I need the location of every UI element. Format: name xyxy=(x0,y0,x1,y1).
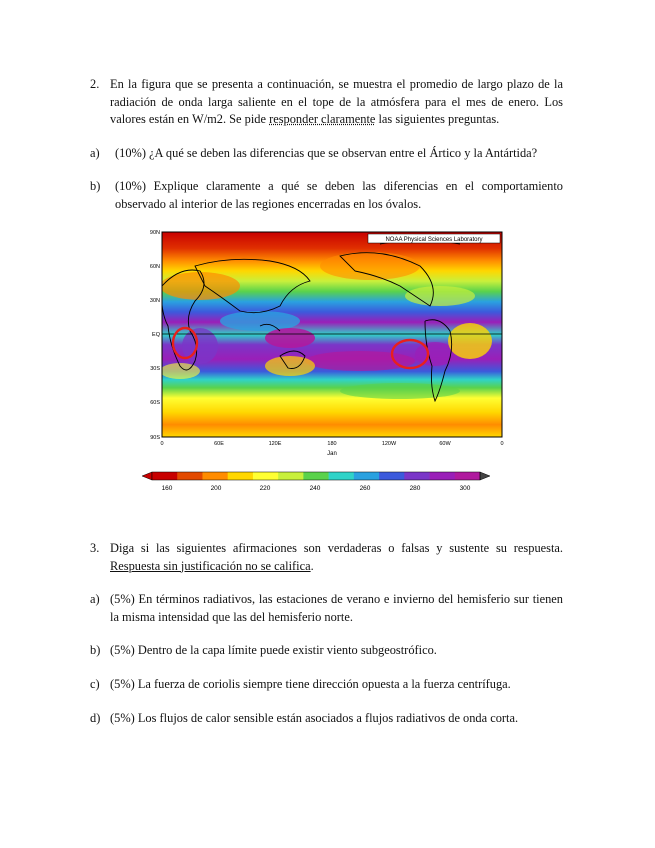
question-3-text-end: . xyxy=(310,558,314,573)
colorbar-swatch xyxy=(354,472,380,480)
colorbar-swatch xyxy=(329,472,355,480)
question-3c-text: (5%) La fuerza de coriolis siempre tiene dirección opuesta a la fuerza centrífuga. xyxy=(110,677,511,691)
lat-label: 90S xyxy=(150,435,160,441)
lat-axis xyxy=(150,230,161,441)
colorbar-arrow-left xyxy=(142,472,152,480)
olr-figure xyxy=(140,226,510,496)
lon-label: 120E xyxy=(268,441,282,447)
question-3a-text: (5%) En términos radiativos, las estaciones de verano e invierno del hemisferio sur tienen la misma intensidad que las del hemisferio norte. xyxy=(110,592,563,624)
question-2a-text: (10%) ¿A qué se deben las diferencias que se observan entre el Ártico y la Antártida? xyxy=(115,146,538,160)
question-3b-label: b) xyxy=(90,643,101,657)
lon-label: 180 xyxy=(327,441,337,447)
question-2-text-part2: las siguientes preguntas. xyxy=(375,112,500,126)
lat-label: 90N xyxy=(149,230,160,236)
question-3b-text: (5%) Dentro de la capa límite puede existir viento subgeostrófico. xyxy=(110,643,437,657)
colorbar xyxy=(142,472,490,480)
question-3-number: 3. xyxy=(90,541,100,555)
lat-label: 60N xyxy=(149,264,160,270)
olr-map-svg xyxy=(140,226,510,496)
colorbar-label: 240 xyxy=(309,485,321,492)
colorbar-swatch xyxy=(177,472,203,480)
question-3d-label: d) xyxy=(90,711,101,725)
lat-label: 30S xyxy=(150,366,160,372)
colorbar-label: 280 xyxy=(409,485,421,492)
lon-label: 0 xyxy=(500,441,504,447)
colorbar-swatch xyxy=(379,472,405,480)
question-2a-label: a) xyxy=(90,146,100,160)
watermark-text: NOAA Physical Sciences Laboratory xyxy=(385,237,483,243)
question-3d-text: (5%) Los flujos de calor sensible están asociados a flujos radiativos de onda corta. xyxy=(110,711,519,725)
colorbar-label: 260 xyxy=(359,485,371,492)
colorbar-swatch xyxy=(278,472,304,480)
colorbar-label: 220 xyxy=(259,485,271,492)
question-2-emphasis: responder claramente xyxy=(269,112,376,126)
colorbar-swatch xyxy=(430,472,456,480)
colorbar-swatch xyxy=(455,472,481,480)
colorbar-labels xyxy=(162,485,471,492)
lon-label: 120W xyxy=(381,441,397,447)
colorbar-arrow-right xyxy=(480,472,490,480)
colorbar-swatch xyxy=(228,472,254,480)
lon-axis xyxy=(160,441,503,447)
question-2b-label: b) xyxy=(90,179,101,193)
question-3c-label: c) xyxy=(90,677,100,691)
question-3-emphasis: Respuesta sin justificación no se califica xyxy=(110,558,311,573)
colorbar-label: 300 xyxy=(459,485,471,492)
question-2-text-part1: En la figura que se presenta a continuación, se muestra el promedio de largo plazo de la radiación de onda larga saliente en el tope de la atmósfera para el mes de enero. Los valores están en W/m2. Se pide xyxy=(110,77,563,126)
colorbar-swatch xyxy=(253,472,279,480)
question-3a-label: a) xyxy=(90,592,100,606)
colorbar-swatch xyxy=(202,472,228,480)
question-3-text-part1: Diga si las siguientes afirmaciones son verdaderas o falsas y sustente su respuesta. xyxy=(110,541,563,555)
lon-label: 0 xyxy=(160,441,164,447)
colorbar-label: 160 xyxy=(161,485,173,492)
month-label: Jan xyxy=(327,451,337,457)
lat-label: 60S xyxy=(150,400,160,406)
colorbar-label: 200 xyxy=(210,485,222,492)
question-2-text xyxy=(110,76,563,129)
question-2-number: 2. xyxy=(90,77,100,91)
lat-label: 30N xyxy=(149,298,160,304)
lat-label: EQ xyxy=(152,332,160,338)
lon-label: 60E xyxy=(214,441,224,447)
colorbar-swatch xyxy=(152,472,178,480)
question-2b-text: (10%) Explique claramente a qué se deben las diferencias en el comportamiento observado al interior de las regiones encerradas en los óvalos. xyxy=(115,179,563,211)
colorbar-swatch xyxy=(404,472,430,480)
colorbar-swatch xyxy=(303,472,329,480)
question-3-text xyxy=(110,540,563,575)
lon-label: 60W xyxy=(439,441,451,447)
